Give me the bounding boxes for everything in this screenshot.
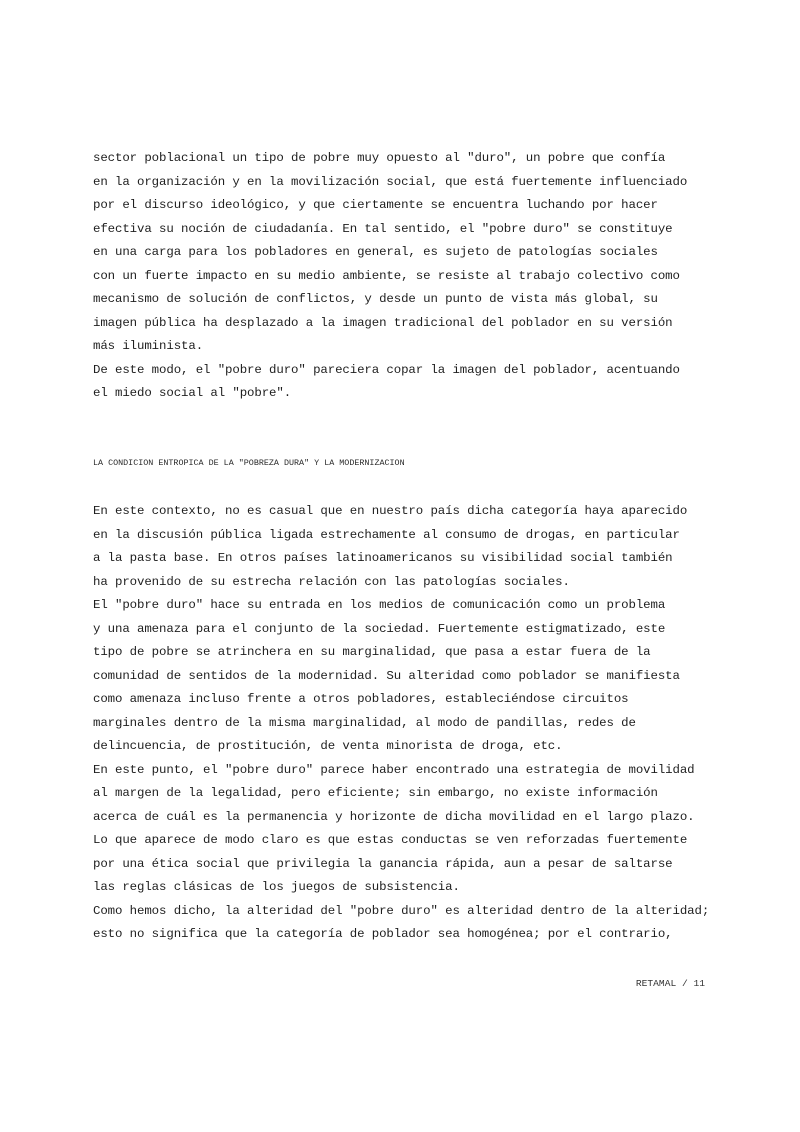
text-line: al margen de la legalidad, pero eficiente; sin embargo, no existe información (93, 786, 658, 800)
text-line: con un fuerte impacto en su medio ambiente, se resiste al trabajo colectivo como (93, 268, 680, 283)
text-line: delincuencia, de prostitución, de venta minorista de droga, etc. (93, 739, 563, 753)
text-line: De este modo, el "pobre duro" pareciera copar la imagen del poblador, acentuando (93, 362, 680, 377)
text-line: el miedo social al "pobre". (93, 386, 292, 400)
text-line: en la discusión pública ligada estrechamente al consumo de drogas, en particular (93, 527, 680, 542)
text-line: imagen pública ha desplazado a la imagen tradicional del poblador en su versión (93, 315, 673, 330)
text-line: efectiva su noción de ciudadanía. En tal sentido, el "pobre duro" se constituye (93, 221, 673, 236)
text-line: ha provenido de su estrecha relación con las patologías sociales. (93, 574, 570, 589)
body-text-top (93, 147, 713, 406)
text-line: esto no significa que la categoría de poblador sea homogénea; por el contrario, (93, 927, 673, 941)
body-text-bottom (93, 500, 713, 947)
text-line: por el discurso ideológico, y que ciertamente se encuentra luchando por hacer (93, 198, 658, 212)
text-line: Lo que aparece de modo claro es que estas conductas se ven reforzadas fuertemente (93, 833, 688, 847)
text-line: en la organización y en la movilización social, que está fuertemente influenciado (93, 174, 688, 189)
text-line: las reglas clásicas de los juegos de subsistencia. (93, 880, 460, 894)
text-line: acerca de cuál es la permanencia y horizonte de dicha movilidad en el largo plazo. (93, 809, 695, 824)
text-line: marginales dentro de la misma marginalidad, al modo de pandillas, redes de (93, 715, 636, 730)
text-line: El "pobre duro" hace su entrada en los medios de comunicación como un problema (93, 598, 666, 612)
text-line: como amenaza incluso frente a otros pobladores, estableciéndose circuitos (93, 692, 629, 706)
text-line: En este punto, el "pobre duro" parece haber encontrado una estrategia de movilidad (93, 762, 695, 777)
text-line: tipo de pobre se atrinchera en su marginalidad, que pasa a estar fuera de la (93, 645, 651, 659)
text-line: mecanismo de solución de conflictos, y desde un punto de vista más global, su (93, 292, 658, 306)
text-line: en una carga para los pobladores en general, es sujeto de patologías sociales (93, 245, 658, 259)
text-line: y una amenaza para el conjunto de la sociedad. Fuertemente estigmatizado, este (93, 621, 666, 636)
text-line: sector poblacional un tipo de pobre muy opuesto al "duro", un pobre que confía (93, 151, 666, 165)
text-line: En este contexto, no es casual que en nuestro país dicha categoría haya aparecido (93, 504, 688, 518)
page-footer: RETAMAL / 11 (635, 978, 705, 989)
text-line: Como hemos dicho, la alteridad del "pobre duro" es alteridad dentro de la alteridad; (93, 903, 710, 918)
text-line: por una ética social que privilegia la ganancia rápida, aun a pesar de saltarse (93, 856, 673, 871)
text-line: a la pasta base. En otros países latinoamericanos su visibilidad social también (93, 551, 673, 565)
text-line: comunidad de sentidos de la modernidad. Su alteridad como poblador se manifiesta (93, 668, 680, 683)
section-heading: LA CONDICION ENTROPICA DE LA "POBREZA DURA" Y LA MODERNIZACION (93, 458, 405, 468)
text-line: más iluminista. (93, 339, 204, 353)
